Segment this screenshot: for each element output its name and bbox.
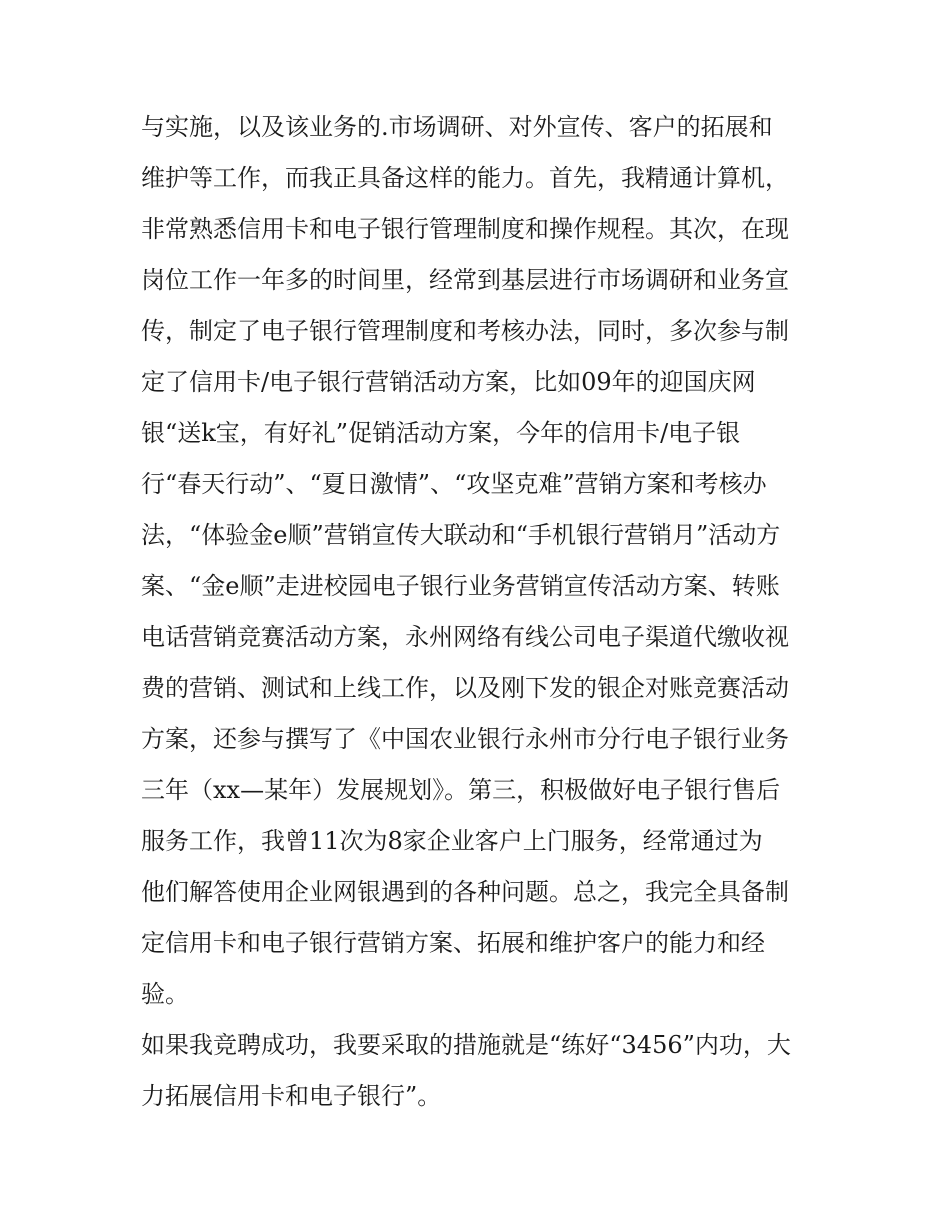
- text-line: 他们解答使用企业网银遇到的各种问题。总之，我完全具备制: [141, 878, 789, 906]
- text-line: 方案，还参与撰写了《中国农业银行永州市分行电子银行业务: [141, 725, 789, 753]
- body-text: [141, 102, 831, 1122]
- text-line: 非常熟悉信用卡和电子银行管理制度和操作规程。其次，在现: [141, 215, 789, 243]
- text-line: 定了信用卡/电子银行营销活动方案，比如09年的迎国庆网: [141, 368, 756, 396]
- text-line: 银“送k宝，有好礼”促销活动方案，今年的信用卡/电子银: [141, 419, 741, 447]
- text-line: 验。: [141, 980, 189, 1008]
- text-line: 与实施，以及该业务的.市场调研、对外宣传、客户的拓展和: [141, 113, 773, 141]
- text-line: 力拓展信用卡和电子银行”。: [141, 1082, 442, 1110]
- text-line: 三年（xx—某年）发展规划》。第三，积极做好电子银行售后: [141, 776, 781, 804]
- text-line: 传，制定了电子银行管理制度和考核办法，同时，多次参与制: [141, 317, 789, 345]
- text-line: 电话营销竞赛活动方案，永州网络有线公司电子渠道代缴收视: [141, 623, 789, 651]
- text-line: 费的营销、测试和上线工作，以及刚下发的银企对账竞赛活动: [141, 674, 789, 702]
- text-line: 定信用卡和电子银行营销方案、拓展和维护客户的能力和经: [141, 929, 765, 957]
- text-line: 法，“体验金e顺”营销宣传大联动和“手机银行营销月”活动方: [141, 521, 781, 549]
- text-line: 维护等工作，而我正具备这样的能力。首先，我精通计算机，: [141, 164, 789, 192]
- text-line: 服务工作，我曾11次为8家企业客户上门服务，经常通过为: [141, 827, 763, 855]
- text-line: 案、“金e顺”走进校园电子银行业务营销宣传活动方案、转账: [141, 572, 780, 600]
- text-line: 行“春天行动”、“夏日激情”、“攻坚克难”营销方案和考核办: [141, 470, 767, 498]
- text-line: 如果我竞聘成功，我要采取的措施就是“练好“3456”内功，大: [141, 1031, 791, 1059]
- text-line: 岗位工作一年多的时间里，经常到基层进行市场调研和业务宣: [141, 266, 789, 294]
